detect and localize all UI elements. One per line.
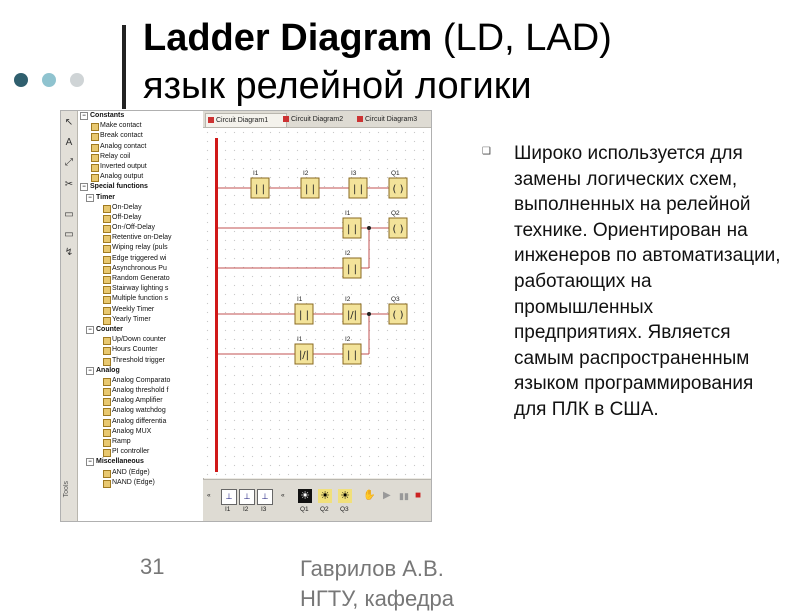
element-label: I1: [297, 336, 303, 343]
pause-icon: ▮▮: [399, 491, 409, 501]
output-q1-bulb-icon: ☀: [298, 489, 312, 503]
break-contact[interactable]: [343, 296, 361, 324]
output-q2-bulb-icon: ☀: [318, 489, 332, 503]
tree-item[interactable]: Ramp: [78, 437, 203, 447]
relay-coil[interactable]: [389, 210, 407, 238]
tree-item[interactable]: Retentive on-Delay: [78, 233, 203, 243]
tree-item[interactable]: − Constants: [78, 111, 203, 121]
junction-dot: [367, 226, 371, 230]
make-contact[interactable]: [343, 210, 361, 238]
break-contact[interactable]: [295, 336, 313, 364]
tree-item[interactable]: Analog MUX: [78, 427, 203, 437]
tree-item[interactable]: Analog differentia: [78, 417, 203, 427]
tree-item[interactable]: Multiple function s: [78, 294, 203, 304]
title-normal: (LD, LAD): [432, 17, 612, 59]
tree-item[interactable]: − Analog: [78, 366, 203, 376]
tree-item[interactable]: Up/Down counter: [78, 335, 203, 345]
tree-item[interactable]: Analog contact: [78, 142, 203, 152]
title-line2: язык релейной логики: [143, 65, 532, 107]
text-tool-icon: A: [65, 137, 73, 148]
make-contact[interactable]: [251, 170, 269, 198]
stop-icon: ■: [415, 490, 422, 501]
svg-text:| |: | |: [353, 184, 363, 195]
tree-item[interactable]: Edge triggered wi: [78, 254, 203, 264]
tree-item[interactable]: − Special functions: [78, 182, 203, 192]
tree-item[interactable]: Hours Counter: [78, 345, 203, 355]
tree-item[interactable]: Random Generato: [78, 274, 203, 284]
input-i2-icon: ⊥: [239, 489, 255, 505]
hand-icon: ✋: [363, 490, 376, 501]
element-label: I2: [345, 336, 351, 343]
tree-item[interactable]: Asynchronous Pu: [78, 264, 203, 274]
wire-tool-icon: ↯: [64, 247, 74, 258]
diagram-tabs: [203, 111, 431, 128]
element-label: Q1: [391, 170, 400, 177]
input-label-i3: I3: [261, 506, 267, 513]
tree-item[interactable]: Threshold trigger: [78, 356, 203, 366]
svg-text:( ): ( ): [392, 184, 404, 195]
element-label: I1: [345, 210, 351, 217]
special-function-tool-icon: ▭: [64, 229, 74, 240]
tree-item[interactable]: Make contact: [78, 121, 203, 131]
tree-item[interactable]: Analog watchdog: [78, 406, 203, 416]
element-label: I2: [303, 170, 309, 177]
make-contact[interactable]: [301, 170, 319, 198]
output-q3-bulb-icon: ☀: [338, 489, 352, 503]
tools-label: Tools: [63, 481, 70, 498]
bullet-icon: ❑: [482, 146, 491, 157]
element-label: Q2: [391, 210, 400, 217]
tree-item[interactable]: On-/Off-Delay: [78, 223, 203, 233]
svg-text:( ): ( ): [392, 310, 404, 321]
ladder-canvas: [203, 128, 431, 478]
make-contact[interactable]: [343, 336, 361, 364]
play-icon: ▶: [383, 490, 391, 501]
tree-item[interactable]: Weekly Timer: [78, 305, 203, 315]
decor-dot-dark: [14, 73, 28, 87]
collapse2-icon: «: [281, 492, 285, 499]
page-number: 31: [140, 554, 165, 579]
junction-dot: [367, 312, 371, 316]
description-text: Широко используется для замены логических схем, выполненных на релейной технике. Ориентирован на инженеров по автоматизации, работающих на промышленных предприятиях. Является самым распространенным языком программирования для ПЛК в США.: [514, 143, 781, 420]
output-label-q1: Q1: [300, 506, 309, 513]
relay-coil[interactable]: [389, 170, 407, 198]
select-arrow-icon: ↖: [64, 117, 74, 128]
svg-text:| |: | |: [347, 224, 357, 235]
tree-item[interactable]: On-Delay: [78, 203, 203, 213]
ladder-editor-screenshot: [60, 110, 432, 522]
simulation-bar: [203, 479, 431, 522]
relay-coil[interactable]: [389, 296, 407, 324]
power-rail: [215, 138, 218, 472]
connect-tool-icon: ⤢: [65, 157, 73, 168]
svg-text:| |: | |: [347, 264, 357, 275]
tree-item[interactable]: Analog output: [78, 172, 203, 182]
input-i1-icon: ⊥: [221, 489, 237, 505]
tree-item[interactable]: Analog Amplifier: [78, 396, 203, 406]
svg-text:( ): ( ): [392, 224, 404, 235]
tree-item[interactable]: − Timer: [78, 193, 203, 203]
make-contact[interactable]: [349, 170, 367, 198]
tree-item[interactable]: Break contact: [78, 131, 203, 141]
footer-author: Гаврилов А.В. НГТУ, кафедра: [300, 556, 455, 611]
cut-tool-icon: ✂: [64, 179, 74, 190]
element-label: I3: [351, 170, 357, 177]
tree-item[interactable]: Wiping relay (puls: [78, 243, 203, 253]
tools-strip: [61, 111, 78, 521]
element-label: I1: [253, 170, 259, 177]
tab-circuit-diagram-3: Circuit Diagram3: [355, 113, 432, 126]
make-contact[interactable]: [343, 250, 361, 278]
tree-item[interactable]: − Miscellaneous: [78, 457, 203, 467]
tree-item[interactable]: Inverted output: [78, 162, 203, 172]
svg-text:|/|: |/|: [298, 350, 310, 361]
tree-item[interactable]: Analog Comparato: [78, 376, 203, 386]
title-bold: Ladder Diagram: [143, 17, 433, 59]
tree-item[interactable]: Off-Delay: [78, 213, 203, 223]
collapse-icon: «: [207, 492, 211, 499]
element-label: I1: [297, 296, 303, 303]
output-label-q2: Q2: [320, 506, 329, 513]
tree-item[interactable]: Yearly Timer: [78, 315, 203, 325]
svg-text:| |: | |: [299, 310, 309, 321]
svg-text:| |: | |: [255, 184, 265, 195]
svg-text:| |: | |: [305, 184, 315, 195]
tree-item[interactable]: − Counter: [78, 325, 203, 335]
input-label-i1: I1: [225, 506, 231, 513]
input-label-i2: I2: [243, 506, 249, 513]
tree-item[interactable]: PI controller: [78, 447, 203, 457]
constant-tool-icon: ▭: [64, 209, 74, 220]
input-i3-icon: ⊥: [257, 489, 273, 505]
make-contact[interactable]: [295, 296, 313, 324]
tab-circuit-diagram-1: Circuit Diagram1: [205, 113, 287, 127]
function-tree: [78, 111, 204, 521]
decor-dot-grey: [70, 73, 84, 87]
element-label: I2: [345, 296, 351, 303]
slide-title: [143, 14, 783, 110]
tree-item[interactable]: NAND (Edge): [78, 478, 203, 488]
tree-item[interactable]: Relay coil: [78, 152, 203, 162]
ladder-diagram-svg: [203, 128, 431, 478]
tree-item[interactable]: Stairway lighting s: [78, 284, 203, 294]
svg-text:|/|: |/|: [346, 310, 358, 321]
element-label: Q3: [391, 296, 400, 303]
output-label-q3: Q3: [340, 506, 349, 513]
decor-dot-light: [42, 73, 56, 87]
tree-item[interactable]: Analog threshold f: [78, 386, 203, 396]
tab-circuit-diagram-2: Circuit Diagram2: [281, 113, 361, 126]
svg-text:| |: | |: [347, 350, 357, 361]
tree-item[interactable]: AND (Edge): [78, 468, 203, 478]
element-label: I2: [345, 250, 351, 257]
title-divider-bar: [122, 25, 126, 109]
